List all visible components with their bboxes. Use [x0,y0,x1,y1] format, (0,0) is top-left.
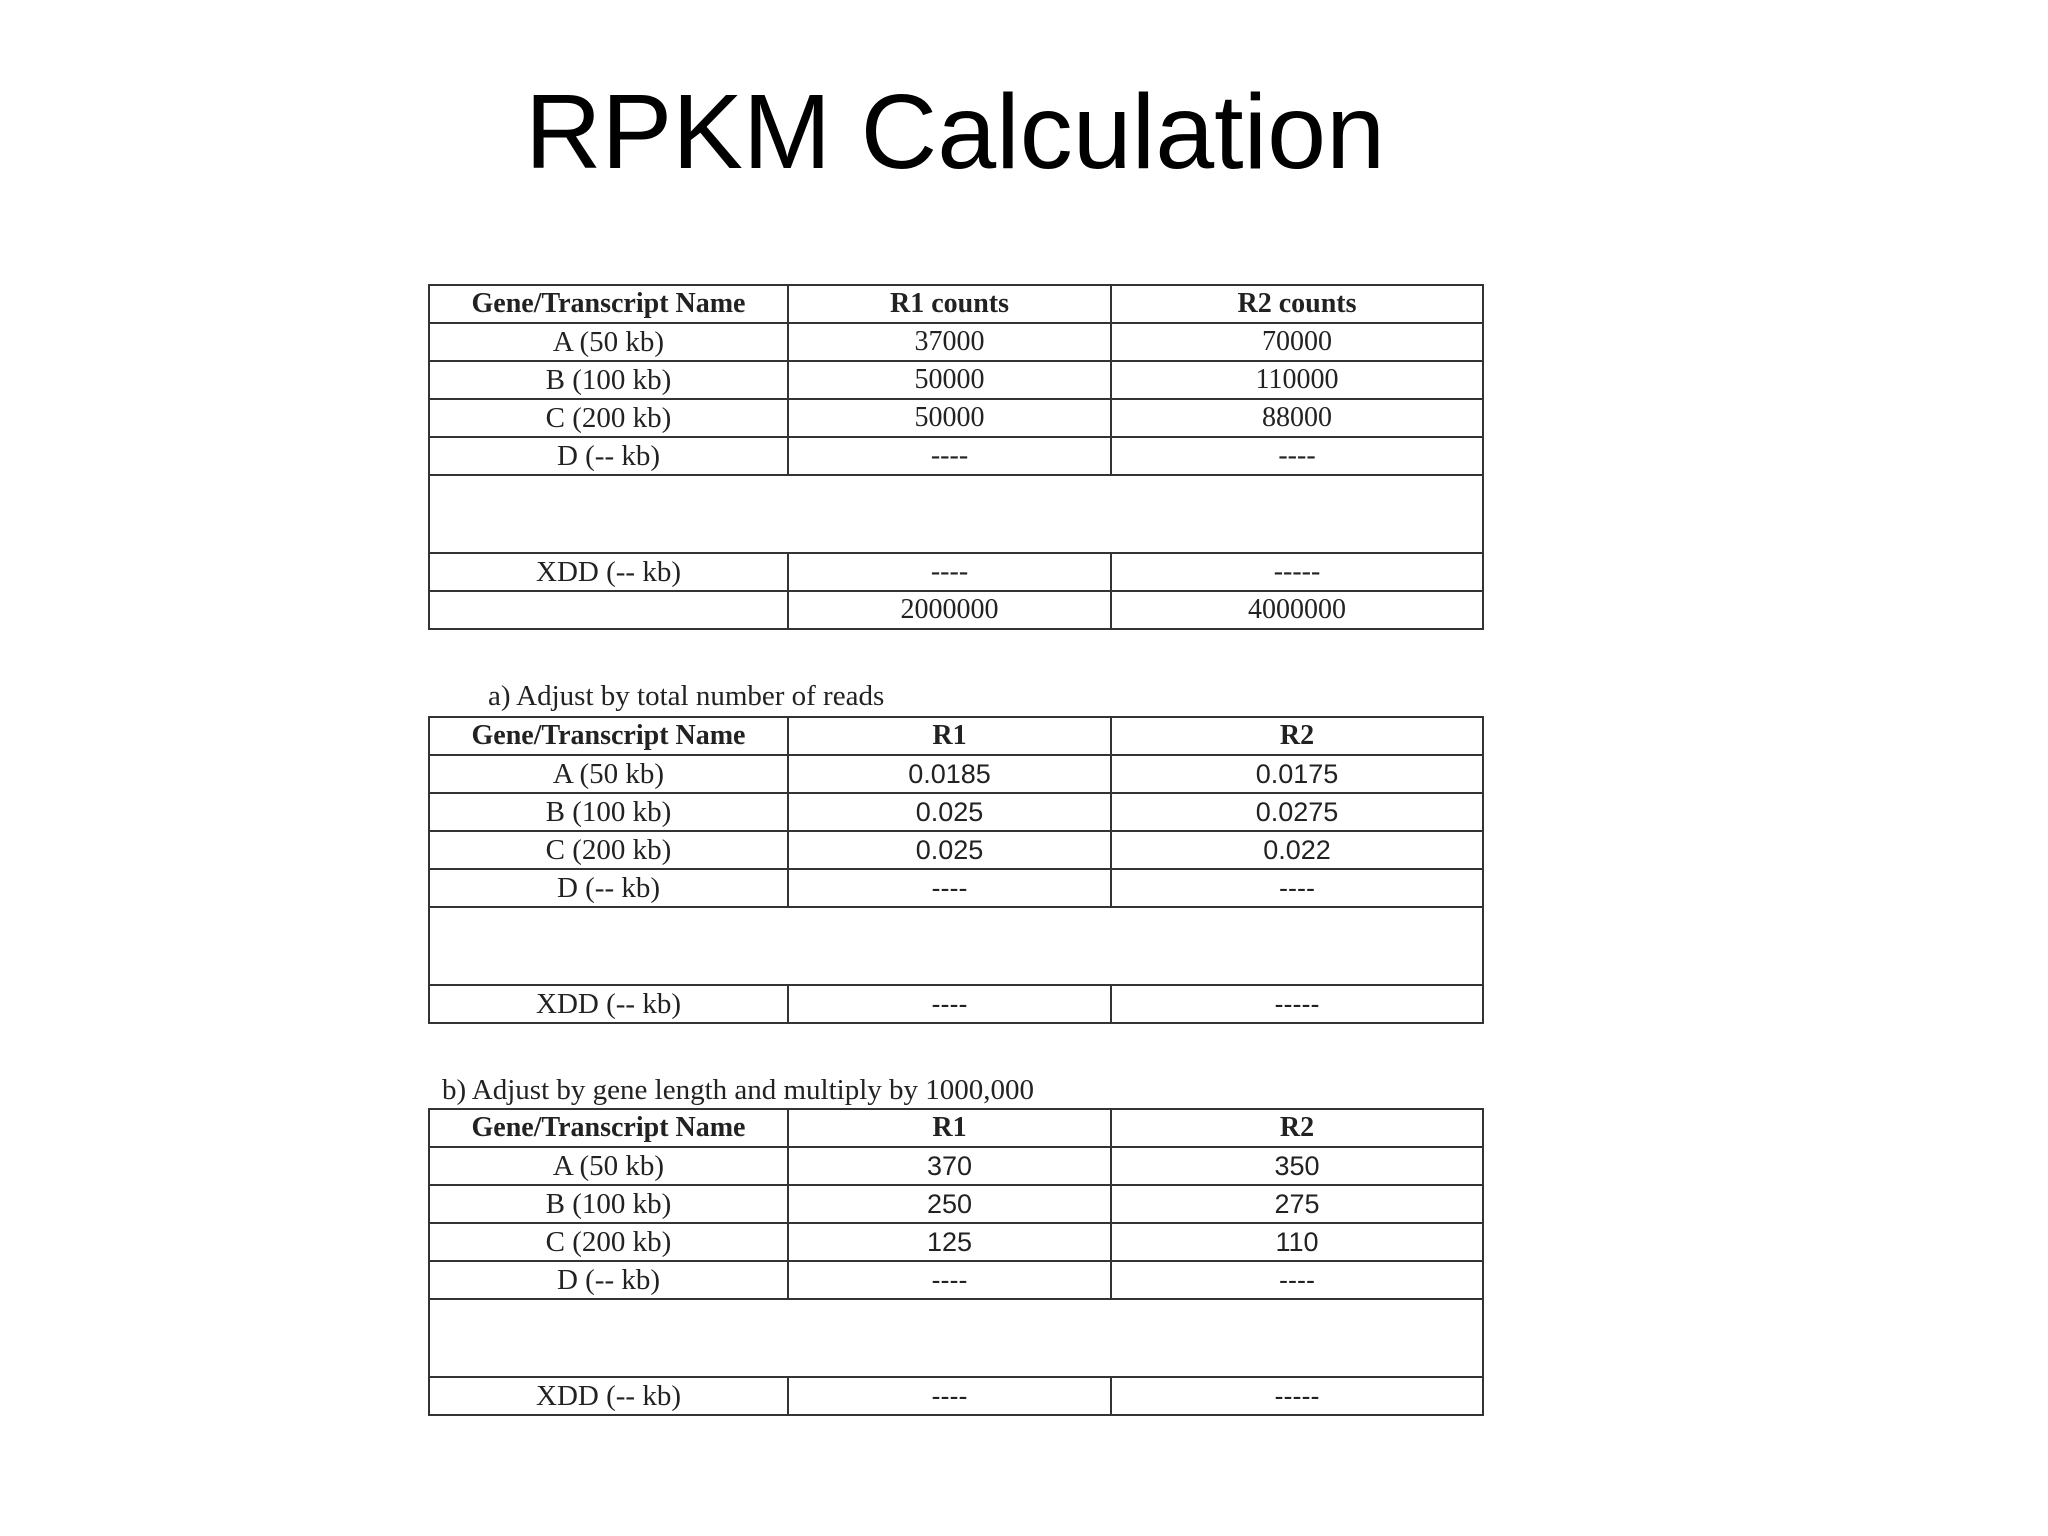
r2-count-cell: 70000 [1111,323,1483,361]
total-label-cell [429,591,788,629]
table-row [429,985,1483,1023]
ellipsis-row [429,907,1483,985]
column-header: R2 counts [1111,285,1483,323]
r1-count-cell: ---- [788,437,1111,475]
column-header: R1 [788,1109,1111,1147]
gene-name-cell: A (50 kb) [429,1147,788,1185]
r1-rpkm-cell: 250 [788,1185,1111,1223]
gene-name-cell: A (50 kb) [429,323,788,361]
table-row [429,553,1483,591]
table-row [429,1223,1483,1261]
r2-value-cell: ---- [1111,869,1483,907]
gene-name-cell: B (100 kb) [429,1185,788,1223]
r2-rpkm-cell: 275 [1111,1185,1483,1223]
r1-rpkm-cell: 125 [788,1223,1111,1261]
r1-value-cell: 0.0185 [788,755,1111,793]
r1-value-cell: ---- [788,869,1111,907]
r1-rpkm-cell: 370 [788,1147,1111,1185]
slide-title: RPKM Calculation [524,73,1386,191]
table-row [429,869,1483,907]
r2-count-cell: ----- [1111,553,1483,591]
adjusted-by-reads-table [428,716,1484,1024]
r1-rpkm-cell: ---- [788,1261,1111,1299]
column-header: Gene/Transcript Name [429,285,788,323]
gene-name-cell: B (100 kb) [429,793,788,831]
r2-count-cell: 110000 [1111,361,1483,399]
table-header-row [429,717,1483,755]
gene-name-cell: XDD (-- kb) [429,553,788,591]
r2-rpkm-cell: 110 [1111,1223,1483,1261]
table-header-row [429,285,1483,323]
r1-value-cell: 0.025 [788,793,1111,831]
table-row [429,399,1483,437]
table-header-row [429,1109,1483,1147]
table-row [429,323,1483,361]
ellipsis-row [429,475,1483,553]
table-row [429,793,1483,831]
r2-value-cell: 0.0275 [1111,793,1483,831]
r1-value-cell: 0.025 [788,831,1111,869]
table-row [429,755,1483,793]
table-row [429,361,1483,399]
gene-name-cell: C (200 kb) [429,1223,788,1261]
column-header: R2 [1111,717,1483,755]
r1-rpkm-cell: ---- [788,1377,1111,1415]
r1-count-cell: ---- [788,553,1111,591]
step-a-caption: a) Adjust by total number of reads [488,680,885,712]
ellipsis-cell [429,907,1483,985]
column-header: Gene/Transcript Name [429,1109,788,1147]
r1-count-cell: 50000 [788,399,1111,437]
column-header: Gene/Transcript Name [429,717,788,755]
total-row [429,591,1483,629]
r2-count-cell: 88000 [1111,399,1483,437]
r1-count-cell: 37000 [788,323,1111,361]
gene-name-cell: C (200 kb) [429,399,788,437]
table-row [429,1261,1483,1299]
table-row [429,1147,1483,1185]
step-b-caption: b) Adjust by gene length and multiply by 1000,000 [442,1074,1035,1106]
r1-value-cell: ---- [788,985,1111,1023]
gene-name-cell: D (-- kb) [429,869,788,907]
ellipsis-cell [429,1299,1483,1377]
r2-rpkm-cell: 350 [1111,1147,1483,1185]
gene-name-cell: XDD (-- kb) [429,1377,788,1415]
r2-rpkm-cell: ---- [1111,1261,1483,1299]
gene-name-cell: XDD (-- kb) [429,985,788,1023]
table-row [429,1185,1483,1223]
r2-count-cell: ---- [1111,437,1483,475]
column-header: R2 [1111,1109,1483,1147]
ellipsis-row [429,1299,1483,1377]
r2-rpkm-cell: ----- [1111,1377,1483,1415]
gene-name-cell: A (50 kb) [429,755,788,793]
ellipsis-cell [429,475,1483,553]
r2-value-cell: 0.022 [1111,831,1483,869]
table-row [429,1377,1483,1415]
gene-name-cell: D (-- kb) [429,437,788,475]
adjusted-by-length-table [428,1108,1484,1416]
r2-value-cell: 0.0175 [1111,755,1483,793]
r1-count-cell: 50000 [788,361,1111,399]
table-row [429,831,1483,869]
column-header: R1 counts [788,285,1111,323]
r1-total-cell: 2000000 [788,591,1111,629]
gene-name-cell: D (-- kb) [429,1261,788,1299]
gene-name-cell: B (100 kb) [429,361,788,399]
table-row [429,437,1483,475]
r2-value-cell: ----- [1111,985,1483,1023]
gene-name-cell: C (200 kb) [429,831,788,869]
r2-total-cell: 4000000 [1111,591,1483,629]
counts-table [428,284,1484,630]
column-header: R1 [788,717,1111,755]
